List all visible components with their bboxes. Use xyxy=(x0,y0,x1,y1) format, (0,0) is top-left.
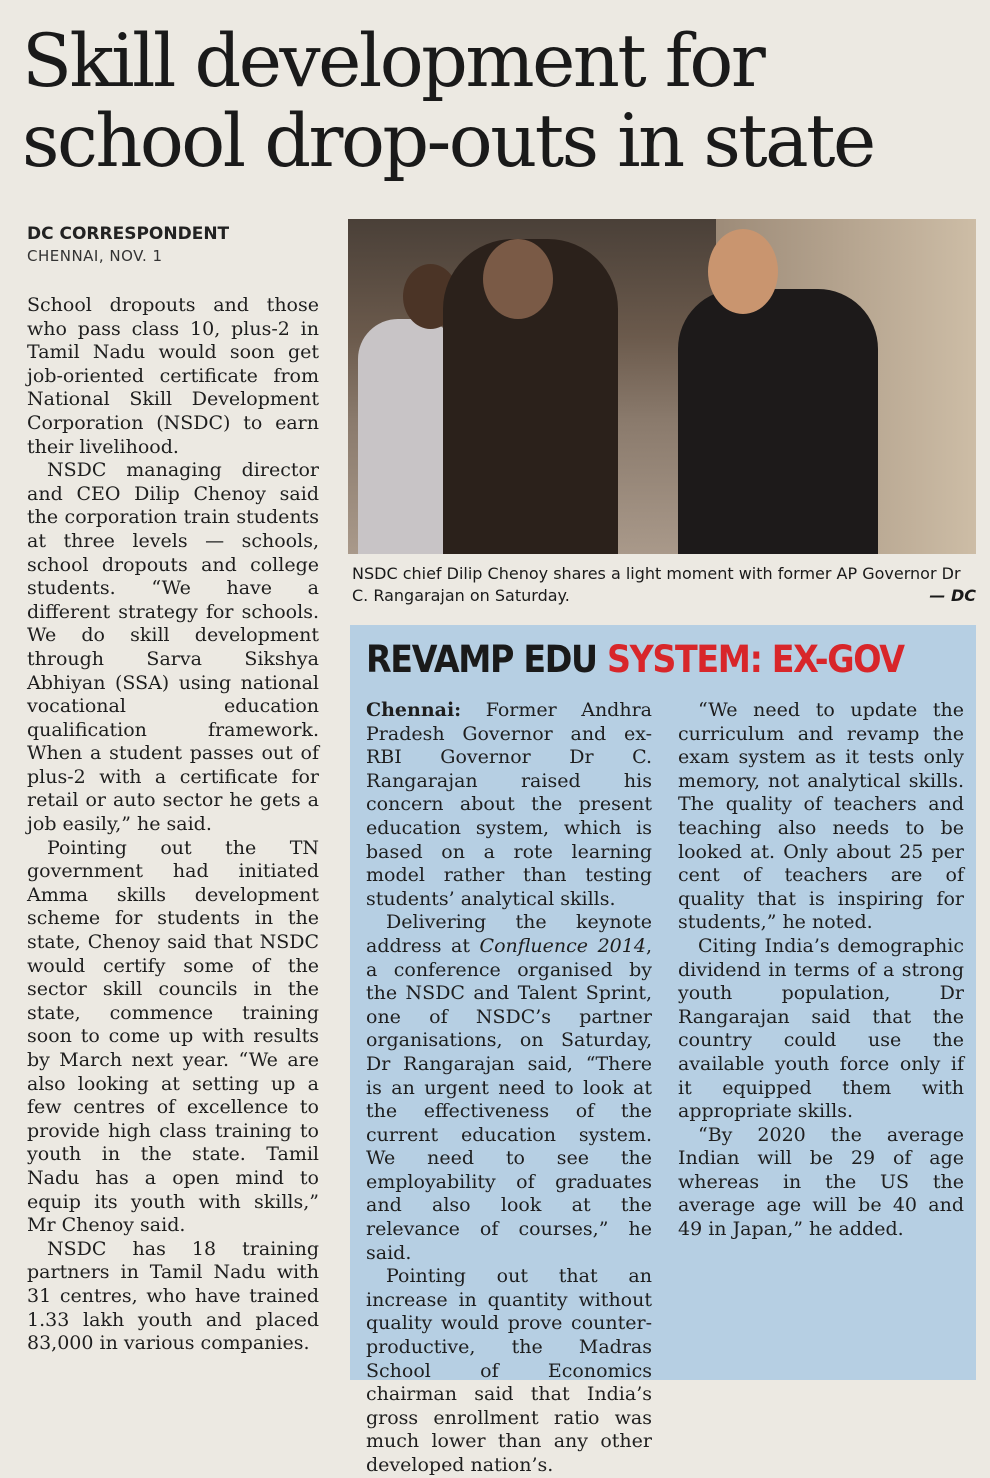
sidebar-column-2 xyxy=(678,699,964,1242)
sidebar-paragraph-6: “By 2020 the average Indian will be 29 of age whereas in the US the average age will be 40 and 49 in Japan,” he added. xyxy=(678,1123,964,1241)
main-paragraph-4: NSDC has 18 training partners in Tamil Nadu with 31 centres, who have trained 1.33 lakh youth and placed 83,000 in various companies. xyxy=(27,1237,319,1355)
sidebar-paragraph-2: Delivering the keynote address at Confluence 2014, a conference organised by the NSDC and Talent Sprint, one of NSDC’s partner organisations, on Saturday, Dr Rangarajan said, “There is an urgent need to look at the effectiveness of the current education system. We need to see the employability of graduates and also look at the relevance of courses,” he said. xyxy=(366,911,652,1264)
sidebar-column-1 xyxy=(366,699,652,1478)
event-name: Confluence 2014 xyxy=(479,934,646,957)
photo-caption xyxy=(352,563,976,607)
main-story-column xyxy=(27,294,319,1356)
main-paragraph-1: School dropouts and those who pass class 10, plus-2 in Tamil Nadu would soon get job-oriented certificate from National Skill Development Corporation (NSDC) to earn their livelihood. xyxy=(27,294,319,458)
sidebar-title-red: SYSTEM: EX-GOV xyxy=(606,638,904,681)
main-paragraph-2: NSDC managing director and CEO Dilip Chenoy said the corporation train students at three levels — schools, school dropouts and college students. “We have a different strategy for schools. We do skill development through Sarva Sikshya Abhiyan (SSA) using national vocational education qualification framework. When a student passes out of plus-2 with a certificate for retail or auto sector he gets a job easily,” he said. xyxy=(27,459,319,836)
sidebar-paragraph-4: “We need to update the curriculum and revamp the exam system as it tests only memory, not analytical skills. The quality of teachers and teaching also needs to be looked at. Only about 25 per cent of teachers are of quality that is inspiring for students,” he noted. xyxy=(678,699,964,934)
news-photo xyxy=(348,219,976,554)
sidebar-paragraph-5: Citing India’s demographic dividend in terms of a strong youth population, Dr Rangarajan said that the country could use the available youth force only if it equipped them with appropriate skills. xyxy=(678,934,964,1123)
byline-name: DC CORRESPONDENT xyxy=(27,224,230,244)
headline xyxy=(22,19,972,184)
sidebar-title xyxy=(366,637,906,683)
sidebar-title-dark: REVAMP EDU xyxy=(366,638,607,681)
photo-credit: — DC xyxy=(929,586,976,605)
sidebar-paragraph-1: Chennai: Former Andhra Pradesh Governor and ex-RBI Governor Dr C. Rangarajan raised his concern about the present education system, which is based on a rote learning model rather than testing students’ analytical skills. xyxy=(366,699,652,910)
dateline: CHENNAI, NOV. 1 xyxy=(27,247,163,265)
headline-line-2: school drop-outs in state xyxy=(22,99,874,184)
main-paragraph-3: Pointing out the TN government had initiated Amma skills development scheme for students in the state, Chenoy said that NSDC would certify some of the sector skill councils in the state, commence training soon to come up with results by March next year. “We are also looking at setting up a few centres of excellence to provide high class training to youth in the state. Tamil Nadu has a open mind to equip its youth with skills,” Mr Chenoy said. xyxy=(27,836,319,1237)
sidebar-paragraph-3: Pointing out that an increase in quantity without quality would prove counter-productive, the Madras School of Economics chairman said that India’s gross enrollment ratio was much lower than any other developed nation’s. xyxy=(366,1265,652,1476)
byline xyxy=(27,224,229,265)
sidebar-lead: Chennai: xyxy=(366,699,462,721)
headline-line-1: Skill development for xyxy=(22,19,764,104)
caption-text: NSDC chief Dilip Chenoy shares a light moment with former AP Governor Dr C. Rangarajan on Saturday. xyxy=(352,564,961,605)
